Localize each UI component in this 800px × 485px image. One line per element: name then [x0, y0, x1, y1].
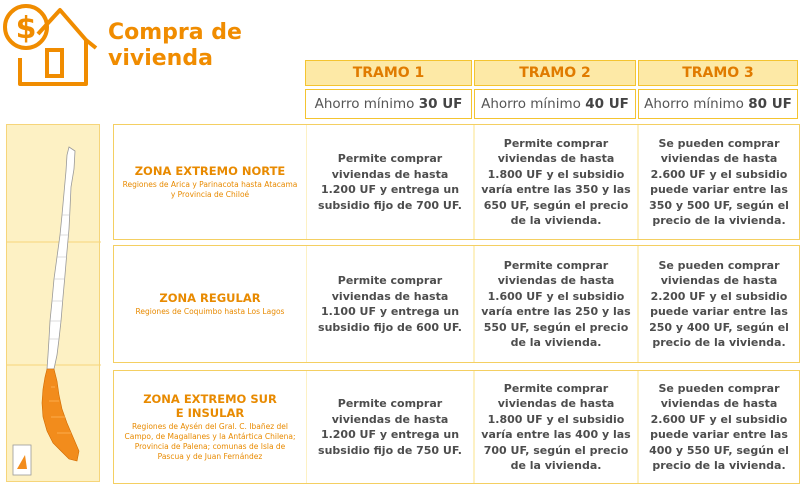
title-line-1: Compra de: [108, 20, 242, 45]
ahorro-label: Ahorro mínimo: [481, 96, 581, 112]
zone-name-line-2: E INSULAR: [175, 406, 245, 420]
zone-description: Regiones de Arica y Parinacota hasta Atacama y Provincia de Chiloé: [122, 180, 298, 199]
tramo-2-cell: Permite comprar viviendas de hasta 1.800 UF y el subsidio varía entre las 350 y las 650 UF, según el precio de la vivienda.: [475, 125, 637, 239]
house-dollar-icon: [0, 0, 100, 90]
zone-row-extremo-sur: [113, 370, 800, 484]
title-line-2: vivienda: [108, 46, 213, 71]
tramo-3-ahorro: [638, 89, 798, 119]
zone-name-line-1: ZONA EXTREMO SUR: [143, 392, 277, 406]
ahorro-value: 40 UF: [585, 96, 629, 112]
zone-description: Regiones de Coquimbo hasta Los Lagos: [135, 307, 285, 316]
zone-label: [114, 371, 306, 483]
tramo-3-cell: Se pueden comprar viviendas de hasta 2.600 UF y el subsidio puede variar entre las 350 y 500 UF, según el precio de la vivienda.: [639, 125, 799, 239]
tramo-1-cell: Permite comprar viviendas de hasta 1.100 UF y entrega un subsidio fijo de 600 UF.: [307, 246, 473, 362]
tramo-3-header: TRAMO 3: [638, 60, 798, 86]
svg-text:$: $: [15, 11, 37, 46]
ahorro-value: 30 UF: [418, 96, 463, 112]
page-title: [108, 20, 242, 72]
zone-name: ZONA REGULAR: [159, 291, 261, 305]
tramo-2-cell: Permite comprar viviendas de hasta 1.600 UF y el subsidio varía entre las 250 y las 550 UF, según el precio de la vivienda.: [475, 246, 637, 362]
zone-description: Regiones de Aysén del Gral. C. Ibañez del Campo, de Magallanes y la Antártica Chilena; Provincia de Palena; comunas de Isla de Pascua y de Juan Fernández: [124, 422, 296, 461]
tramo-3-cell: Se pueden comprar viviendas de hasta 2.200 UF y el subsidio puede variar entre las 250 y 400 UF, según el precio de la vivienda.: [639, 246, 799, 362]
ahorro-value: 80 UF: [748, 96, 792, 112]
zone-label: [114, 246, 306, 362]
tramo-1-ahorro: [305, 89, 472, 119]
tramo-2-ahorro: [474, 89, 636, 119]
zone-label: [114, 125, 306, 239]
tramo-3-cell: Se pueden comprar viviendas de hasta 2.600 UF y el subsidio puede variar entre las 400 y 550 UF, según el precio de la vivienda.: [639, 371, 799, 483]
tramo-2-cell: Permite comprar viviendas de hasta 1.800 UF y el subsidio varía entre las 400 y las 700 UF, según el precio de la vivienda.: [475, 371, 637, 483]
zone-row-extremo-norte: [113, 124, 800, 240]
tramo-1-cell: Permite comprar viviendas de hasta 1.200 UF y entrega un subsidio fijo de 700 UF.: [307, 125, 473, 239]
zone-row-regular: [113, 245, 800, 363]
tramo-1-cell: Permite comprar viviendas de hasta 1.200 UF y entrega un subsidio fijo de 750 UF.: [307, 371, 473, 483]
tramo-1-header: TRAMO 1: [305, 60, 472, 86]
chile-map-icon: [6, 124, 100, 482]
tramo-2-header: TRAMO 2: [474, 60, 636, 86]
ahorro-label: Ahorro mínimo: [644, 96, 744, 112]
zone-name: ZONA EXTREMO NORTE: [134, 164, 286, 178]
ahorro-label: Ahorro mínimo: [314, 96, 415, 112]
zone-name: [143, 392, 277, 420]
